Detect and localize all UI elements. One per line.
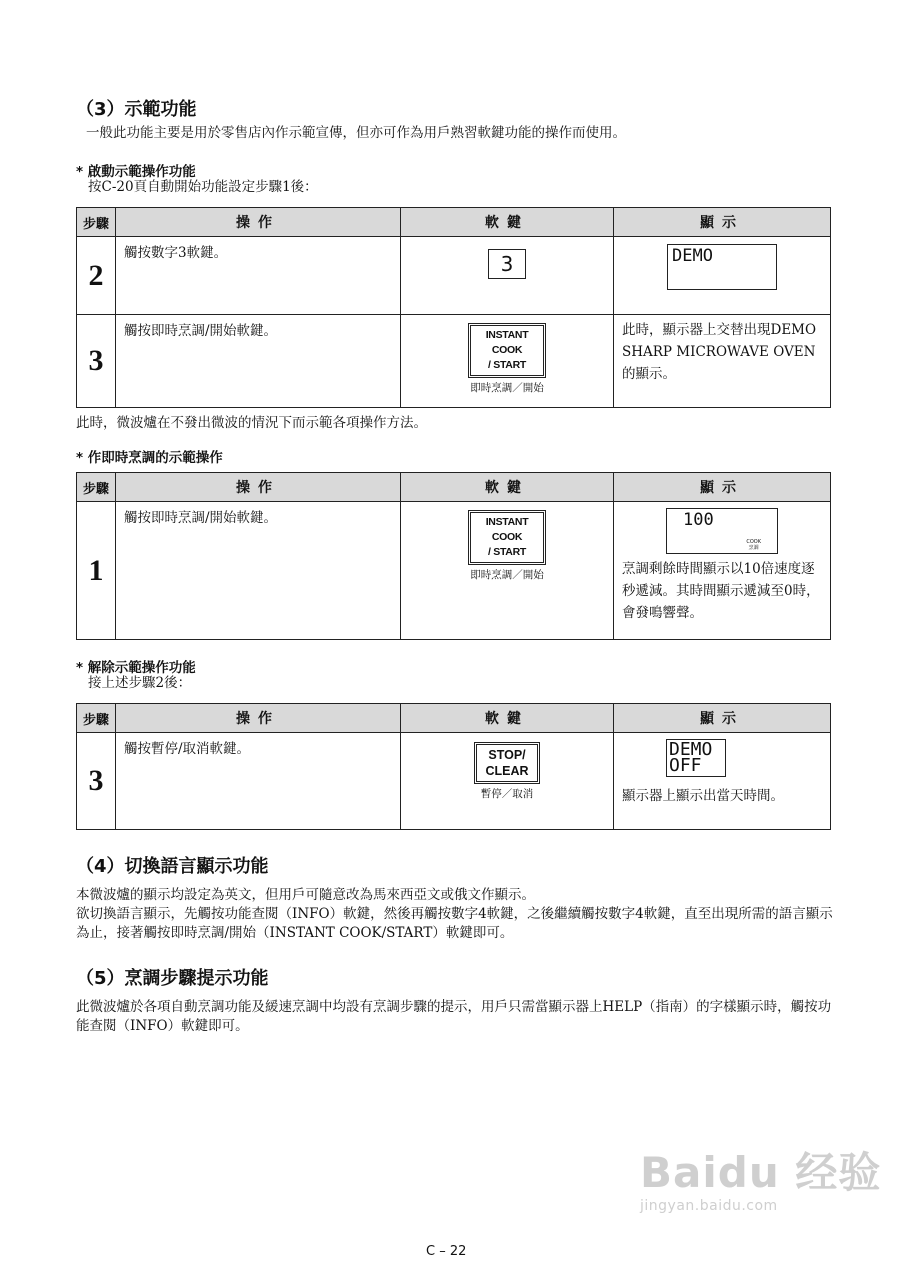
display-cell: [614, 502, 831, 640]
key-label-line-1: STOP/: [488, 748, 526, 762]
key-cell: [401, 733, 614, 830]
lcd-value: 100: [683, 510, 714, 530]
section-4-heading: （4）切換語言顯示功能: [76, 856, 269, 877]
step-number: 2: [77, 237, 116, 315]
operation-text: 觸按暫停/取消軟鍵。: [116, 733, 401, 830]
header-operation: 操作: [116, 208, 401, 237]
header-display: 顯示: [614, 208, 831, 237]
table-row: [77, 502, 831, 640]
page-number: C – 22: [426, 1244, 467, 1259]
cancel-demo-table: [76, 703, 831, 830]
step-number: 1: [77, 502, 116, 640]
operation-text: 觸按即時烹調/開始軟鍵。: [116, 502, 401, 640]
start-demo-table: [76, 207, 831, 408]
watermark-brand: Baidu 经验: [640, 1148, 882, 1197]
key-cell: [401, 237, 614, 315]
cancel-demo-title: * 解除示範操作功能: [76, 660, 196, 676]
start-demo-note: 按C-20頁自動開始功能設定步驟1後：: [88, 179, 318, 195]
header-display: 顯示: [614, 473, 831, 502]
lcd-line-1: DEMO: [669, 739, 713, 760]
key-label-line-2: CLEAR: [485, 764, 529, 778]
start-demo-title: * 啟動示範操作功能: [76, 164, 196, 180]
key-caption: 即時烹調／開始: [470, 569, 544, 581]
baidu-watermark: [640, 1140, 881, 1214]
header-display: 顯示: [614, 704, 831, 733]
section-3-intro: 一般此功能主要是用於零售店內作示範宣傳，但亦可作為用戶熟習軟鍵功能的操作而使用。: [86, 125, 626, 141]
operation-text: 觸按即時烹調/開始軟鍵。: [116, 315, 401, 408]
lcd-line-2: OFF: [669, 755, 702, 776]
lcd-display: DEMO: [667, 244, 777, 290]
step-number: 3: [77, 733, 116, 830]
display-text: 顯示器上顯示出當天時間。: [622, 788, 784, 804]
key-cell: [401, 315, 614, 408]
header-step: 步驟: [77, 704, 116, 733]
lcd-display: [666, 739, 726, 777]
watermark-url: jingyan.baidu.com: [640, 1198, 778, 1214]
number-3-key[interactable]: 3: [488, 249, 526, 279]
key-label-line-2: / START: [488, 546, 526, 558]
instant-cook-start-key[interactable]: [468, 323, 546, 378]
step-number: 3: [77, 315, 116, 408]
table-row: [77, 733, 831, 830]
table-header-row: [77, 704, 831, 733]
cancel-demo-note: 接上述步驟2後：: [88, 675, 192, 691]
table-row: [77, 237, 831, 315]
header-key: 軟鍵: [401, 208, 614, 237]
key-label-line-1: INSTANT COOK: [485, 329, 529, 356]
header-operation: 操作: [116, 704, 401, 733]
instant-demo-table: [76, 472, 831, 640]
header-step: 步驟: [77, 208, 116, 237]
display-cell: [614, 733, 831, 830]
section-4-p1: 本微波爐的顯示均設定為英文，但用戶可隨意改為馬來西亞文或俄文作顯示。: [76, 887, 535, 903]
display-text: 此時，顯示器上交替出現DEMO SHARP MICROWAVE OVEN的顯示。: [614, 315, 831, 408]
cook-indicator-en: COOK: [746, 539, 761, 545]
table-header-row: [77, 208, 831, 237]
instant-cook-start-key[interactable]: [468, 510, 546, 565]
table-row: [77, 315, 831, 408]
instant-demo-title: * 作即時烹調的示範操作: [76, 450, 223, 466]
stop-clear-key[interactable]: [474, 742, 540, 784]
header-step: 步驟: [77, 473, 116, 502]
key-caption: 暫停／取消: [480, 788, 534, 800]
operation-text: 觸按數字3軟鍵。: [116, 237, 401, 315]
display-text: 烹調剩餘時間顯示以10倍速度逐秒遞減。其時間顯示遞減至0時，會發鳴響聲。: [622, 561, 820, 621]
section-5-heading: （5）烹調步驟提示功能: [76, 968, 269, 989]
section-5-p1: 此微波爐於各項自動烹調功能及緩速烹調中均設有烹調步驟的提示，用戶只需當顯示器上HELP（指南）的字樣顯示時，觸按功能查閱（INFO）軟鍵即可。: [76, 999, 832, 1034]
demo-after-note: 此時，微波爐在不發出微波的情況下而示範各項操作方法。: [76, 415, 427, 431]
key-label-line-1: INSTANT COOK: [485, 516, 529, 543]
display-cell: [614, 237, 831, 315]
key-label-line-2: / START: [488, 359, 526, 371]
lcd-display: [666, 508, 778, 554]
header-operation: 操作: [116, 473, 401, 502]
header-key: 軟鍵: [401, 473, 614, 502]
cook-indicator-zh: 烹調: [748, 545, 759, 551]
section-4-p2: 欲切換語言顯示，先觸按功能查閱（INFO）軟鍵，然後再觸按數字4軟鍵，之後繼續觸按數字4軟鍵，直至出現所需的語言顯示為止，接著觸按即時烹調/開始（INSTANT COOK/START）軟鍵即可。: [76, 906, 833, 941]
section-4-text: [76, 886, 834, 943]
table-header-row: [77, 473, 831, 502]
header-key: 軟鍵: [401, 704, 614, 733]
cook-indicator: [746, 539, 761, 551]
key-caption: 即時烹調／開始: [470, 382, 544, 394]
key-cell: [401, 502, 614, 640]
section-3-heading: （3）示範功能: [76, 99, 197, 120]
